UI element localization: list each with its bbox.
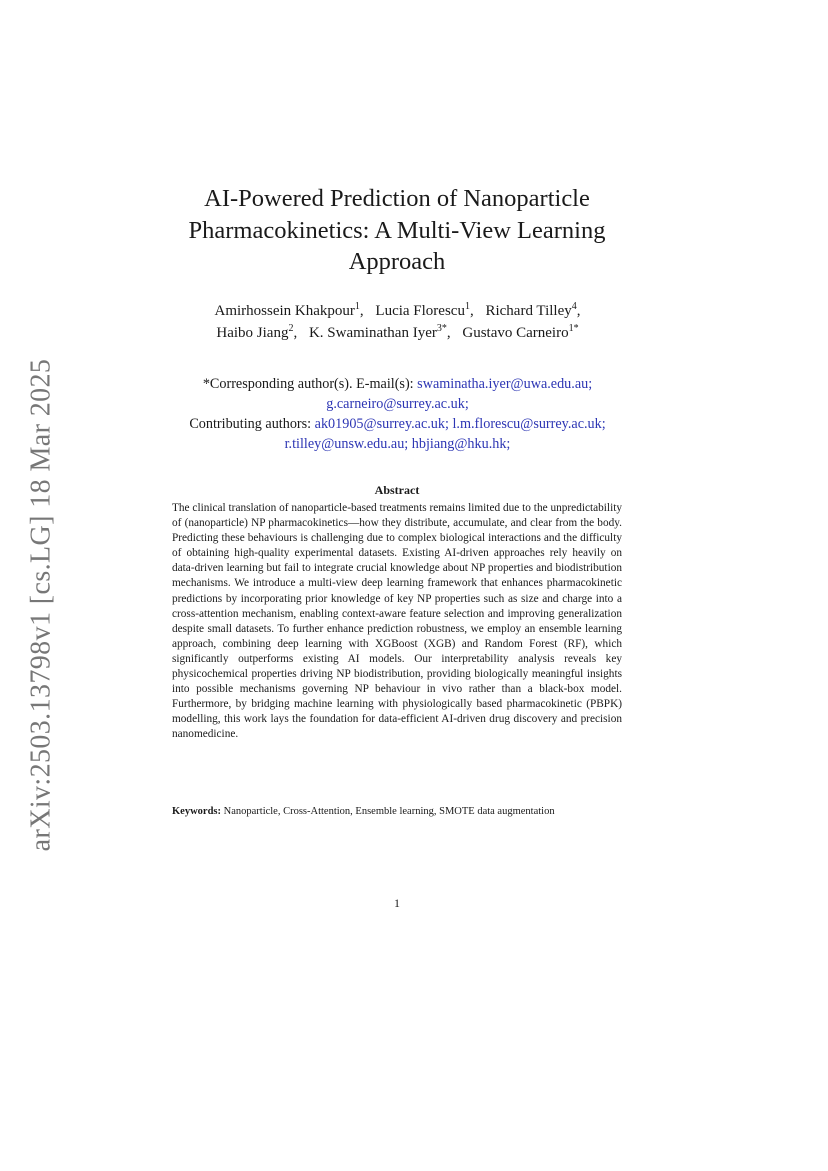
keywords-block — [172, 805, 622, 820]
author-name: Lucia Florescu — [375, 303, 465, 319]
author-entry: Lucia Florescu$^1$, — [375, 301, 474, 319]
author-name: Gustavo Carneiro — [462, 325, 569, 341]
author-name: Haibo Jiang — [216, 325, 289, 341]
author-line-1 — [120, 300, 675, 322]
author-affiliation-mark: 4 — [571, 301, 577, 312]
abstract-heading: Abstract — [374, 483, 420, 497]
author-name: K. Swaminathan Iyer — [308, 325, 437, 341]
author-affiliation-mark: 3* — [436, 323, 447, 334]
keywords-label: Keywords: — [172, 806, 221, 817]
email-link[interactable]: g.carneiro@surrey.ac.uk; — [326, 396, 469, 412]
corresponding-line-2 — [120, 394, 675, 414]
author-entry — [462, 325, 578, 341]
contributing-label: Contributing authors: — [189, 416, 312, 432]
author-name: Amirhossein Khakpour — [214, 303, 355, 319]
arxiv-identifier-stamp — [18, 360, 64, 850]
paper-title: AI-Powered Prediction of Nanoparticle Pharmacokinetics: A Multi-View Learning Approach — [188, 185, 606, 275]
author-list — [120, 300, 675, 344]
arxiv-identifier-text: arXiv:2503.13798v1 [cs.LG] 18 Mar 2025 — [25, 358, 56, 852]
author-affiliation-mark: 1 — [354, 301, 360, 312]
email-link[interactable]: l.m.florescu@surrey.ac.uk; — [452, 416, 606, 432]
contributing-line — [120, 414, 675, 434]
page-number: 1 — [394, 896, 400, 910]
author-affiliation-mark: 2 — [288, 323, 294, 334]
corresponding-line — [120, 374, 675, 394]
abstract-text: The clinical translation of nanoparticle-based treatments remains limited due to the unpredictability of (nanoparticle) NP pharmacokinetics—how they distribute, accumulate, and clear from the body. Predicting these behaviours is challenging due to complex biological interactions and the difficulty of obtaining high-quality experimental datasets. Existing AI-driven approaches rely heavily on data-driven learning but fail to integrate crucial knowledge about NP properties and biodistribution mechanisms. We introduce a multi-view deep learning framework that enhances pharmacokinetic predictions by incorporating prior knowledge of key NP properties such as size and charge into a cross-attention mechanism, enabling context-aware feature selection and improving generalization despite small datasets. To further enhance prediction robustness, we employ an ensemble learning approach, combining deep learning with XGBoost (XGB) and Random Forest (RF), which significantly outperforms existing AI models. Our interpretability analysis reveals key physicochemical properties driving NP biodistribution, providing biologically meaningful insights into possible mechanisms governing NP behaviour in vivo rather than a black-box model. Furthermore, by bridging machine learning with physiologically based pharmacokinetic (PBPK) modelling, this work lays the foundation for data-efficient AI-driven drug discovery and precision nanomedicine. — [172, 502, 622, 741]
email-link[interactable]: r.tilley@unsw.edu.au; — [284, 436, 409, 452]
email-link[interactable]: ak01905@surrey.ac.uk; — [314, 416, 449, 432]
author-affiliation-mark: 1* — [568, 323, 579, 334]
author-line-2 — [120, 322, 675, 344]
corresponding-label: *Corresponding author(s). E-mail(s): — [202, 376, 414, 392]
author-name: Richard Tilley — [485, 303, 572, 319]
author-affiliation-mark: 1 — [464, 301, 470, 312]
correspondence-block — [120, 374, 675, 454]
author-entry: Amirhossein Khakpour$^1$, — [214, 301, 364, 319]
keywords-text: Nanoparticle, Cross-Attention, Ensemble learning, SMOTE data augmentation — [223, 806, 555, 817]
author-entry: Richard Tilley$^4$, — [485, 301, 581, 319]
email-link[interactable]: swaminatha.iyer@uwa.edu.au; — [417, 376, 593, 392]
contributing-line-2 — [120, 434, 675, 454]
author-entry: K. Swaminathan Iyer$^{3*}$, — [308, 323, 451, 341]
email-link[interactable]: hbjiang@hku.hk; — [411, 436, 511, 452]
author-entry: Haibo Jiang$^2$, — [216, 323, 298, 341]
